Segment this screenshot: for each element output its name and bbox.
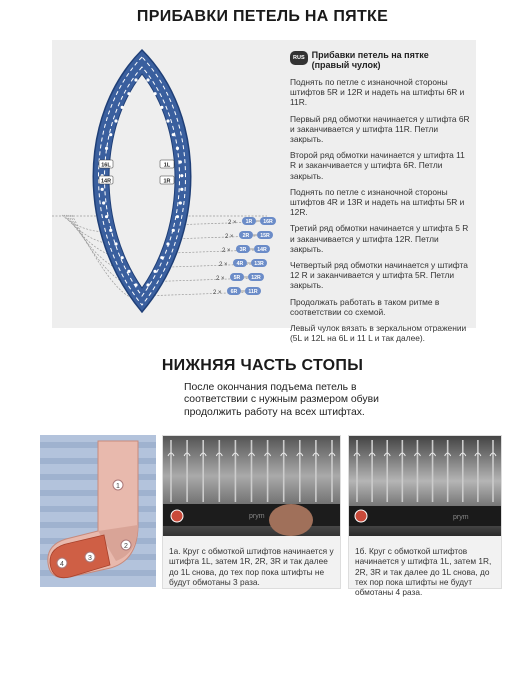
row-pin-end: 15R xyxy=(260,233,270,240)
photo-step-1b xyxy=(348,435,502,598)
step-2: Первый ряд обмотки начинается у штифта 6R и заканчивается у штифта 11R. Петли закрыть. xyxy=(290,113,470,145)
zone-3-label: 3 xyxy=(88,555,92,562)
row-pin-end: 11R xyxy=(248,289,258,296)
pin-label-14R xyxy=(99,176,113,185)
zone-1-label: 1 xyxy=(116,483,120,490)
step-8: Левый чулок вязать в зеркальном отражении (5L и 12L на 6L и 11 L и так далее). xyxy=(290,323,467,344)
pin-label-1L-text: 1L xyxy=(163,162,171,169)
step-5: Третий ряд обмотки начинается у штифта 5 R и заканчивается у штифта 12R. Петли закрыть. xyxy=(290,223,469,254)
step-7: Продолжать работать в таком ритме в соответствии со схемой. xyxy=(290,296,440,317)
loom-photo-2-art xyxy=(349,436,501,536)
caption-1a: 1а. Круг с обмоткой штифтов начинается у штифта 1L, затем 1R, 2R, 3R и так далее до 1L снова, до тех пор пока штифты не будут обмотаны 3 раза. xyxy=(169,546,334,587)
row-legend-item xyxy=(225,231,273,240)
row-pin-start: 2R xyxy=(242,233,250,240)
loom-photo-1-art xyxy=(163,436,340,536)
row-pin-start: 1R xyxy=(245,219,253,226)
pin-label-1R xyxy=(160,176,174,185)
row-legend-item xyxy=(222,245,270,254)
section-title: НИЖНЯЯ ЧАСТЬ СТОПЫ xyxy=(161,357,364,374)
pin-label-16L xyxy=(99,160,113,169)
loom-photo-1 xyxy=(163,436,340,536)
step-6: Четвертый ряд обмотки начинается у штифта 12 R и заканчивается у штифта 5R. Петли закрыть. xyxy=(290,260,468,291)
foot-illustration xyxy=(40,435,156,587)
language-badge: RUS xyxy=(290,51,308,65)
sock-diagram xyxy=(40,435,156,587)
pin-label-16L-text: 16L xyxy=(101,162,111,169)
row-multiplier: 2 × xyxy=(219,262,228,268)
row-pin-end: 12R xyxy=(251,275,261,282)
row-legend-item xyxy=(219,259,267,268)
row-pin-start: 3R xyxy=(239,247,247,254)
step-1: Поднять по петле с изнаночной стороны штифтов 5R и 12R и надеть на штифты 6R и 11R. xyxy=(290,77,465,108)
row-legend xyxy=(213,217,276,296)
pin-label-14R-text: 14R xyxy=(100,178,112,185)
heel-diagram-panel xyxy=(52,40,476,344)
row-pin-end: 16R xyxy=(263,219,273,226)
row-pin-end: 13R xyxy=(254,261,264,268)
row-pin-start: 6R xyxy=(230,289,238,296)
row-multiplier: 2 × xyxy=(222,248,231,254)
brand-label-1: prym xyxy=(249,513,265,520)
heading-line-2: (правый чулок) xyxy=(311,60,381,70)
instructions-header xyxy=(290,50,472,70)
row-legend-item xyxy=(216,273,264,282)
zone-2-label: 2 xyxy=(124,543,128,550)
row-legend-item xyxy=(213,287,261,296)
row-multiplier: 2 × xyxy=(216,276,225,282)
pin-label-1L xyxy=(160,160,174,169)
row-multiplier: 2 × xyxy=(228,220,237,226)
brand-label-2: prym xyxy=(453,514,469,521)
loom-photo-2 xyxy=(349,436,501,536)
instructions-heading xyxy=(312,50,429,70)
row-multiplier: 2 × xyxy=(213,290,222,296)
row-legend-item xyxy=(228,217,276,226)
page-title: ПРИБАВКИ ПЕТЕЛЬ НА ПЯТКЕ xyxy=(136,8,389,25)
zone-4-label: 4 xyxy=(60,561,64,568)
step-4: Поднять по петле с изнаночной стороны штифтов 4R и 13R и надеть на штифты 5R и 12R. xyxy=(290,186,465,218)
row-pin-start: 4R xyxy=(236,261,244,268)
step-3: Второй ряд обмотки начинается у штифта 11 R и заканчивается у штифта 6R. Петли закрыть. xyxy=(290,150,465,181)
photo-step-1a xyxy=(162,435,341,589)
row-pin-start: 5R xyxy=(233,275,241,282)
loom-diagram xyxy=(52,40,312,328)
pin-label-1R-text: 1R xyxy=(163,178,171,185)
row-pin-end: 14R xyxy=(257,247,267,254)
row-multiplier: 2 × xyxy=(225,234,234,240)
instructions xyxy=(290,50,472,349)
intro-text: После окончания подъема петель в соответствии с нужным размером обуви продолжить работу на всех штифтах. xyxy=(184,382,379,418)
caption-1b: 1б. Круг с обмоткой штифтов начинается у штифта 1L, затем 1R, 2R, 3R и так далее до 1L снова, до тех пор пока штифты не будут обмотаны 4 раза. xyxy=(355,546,492,598)
heading-line-1: Прибавки петель на пятке xyxy=(311,50,429,60)
